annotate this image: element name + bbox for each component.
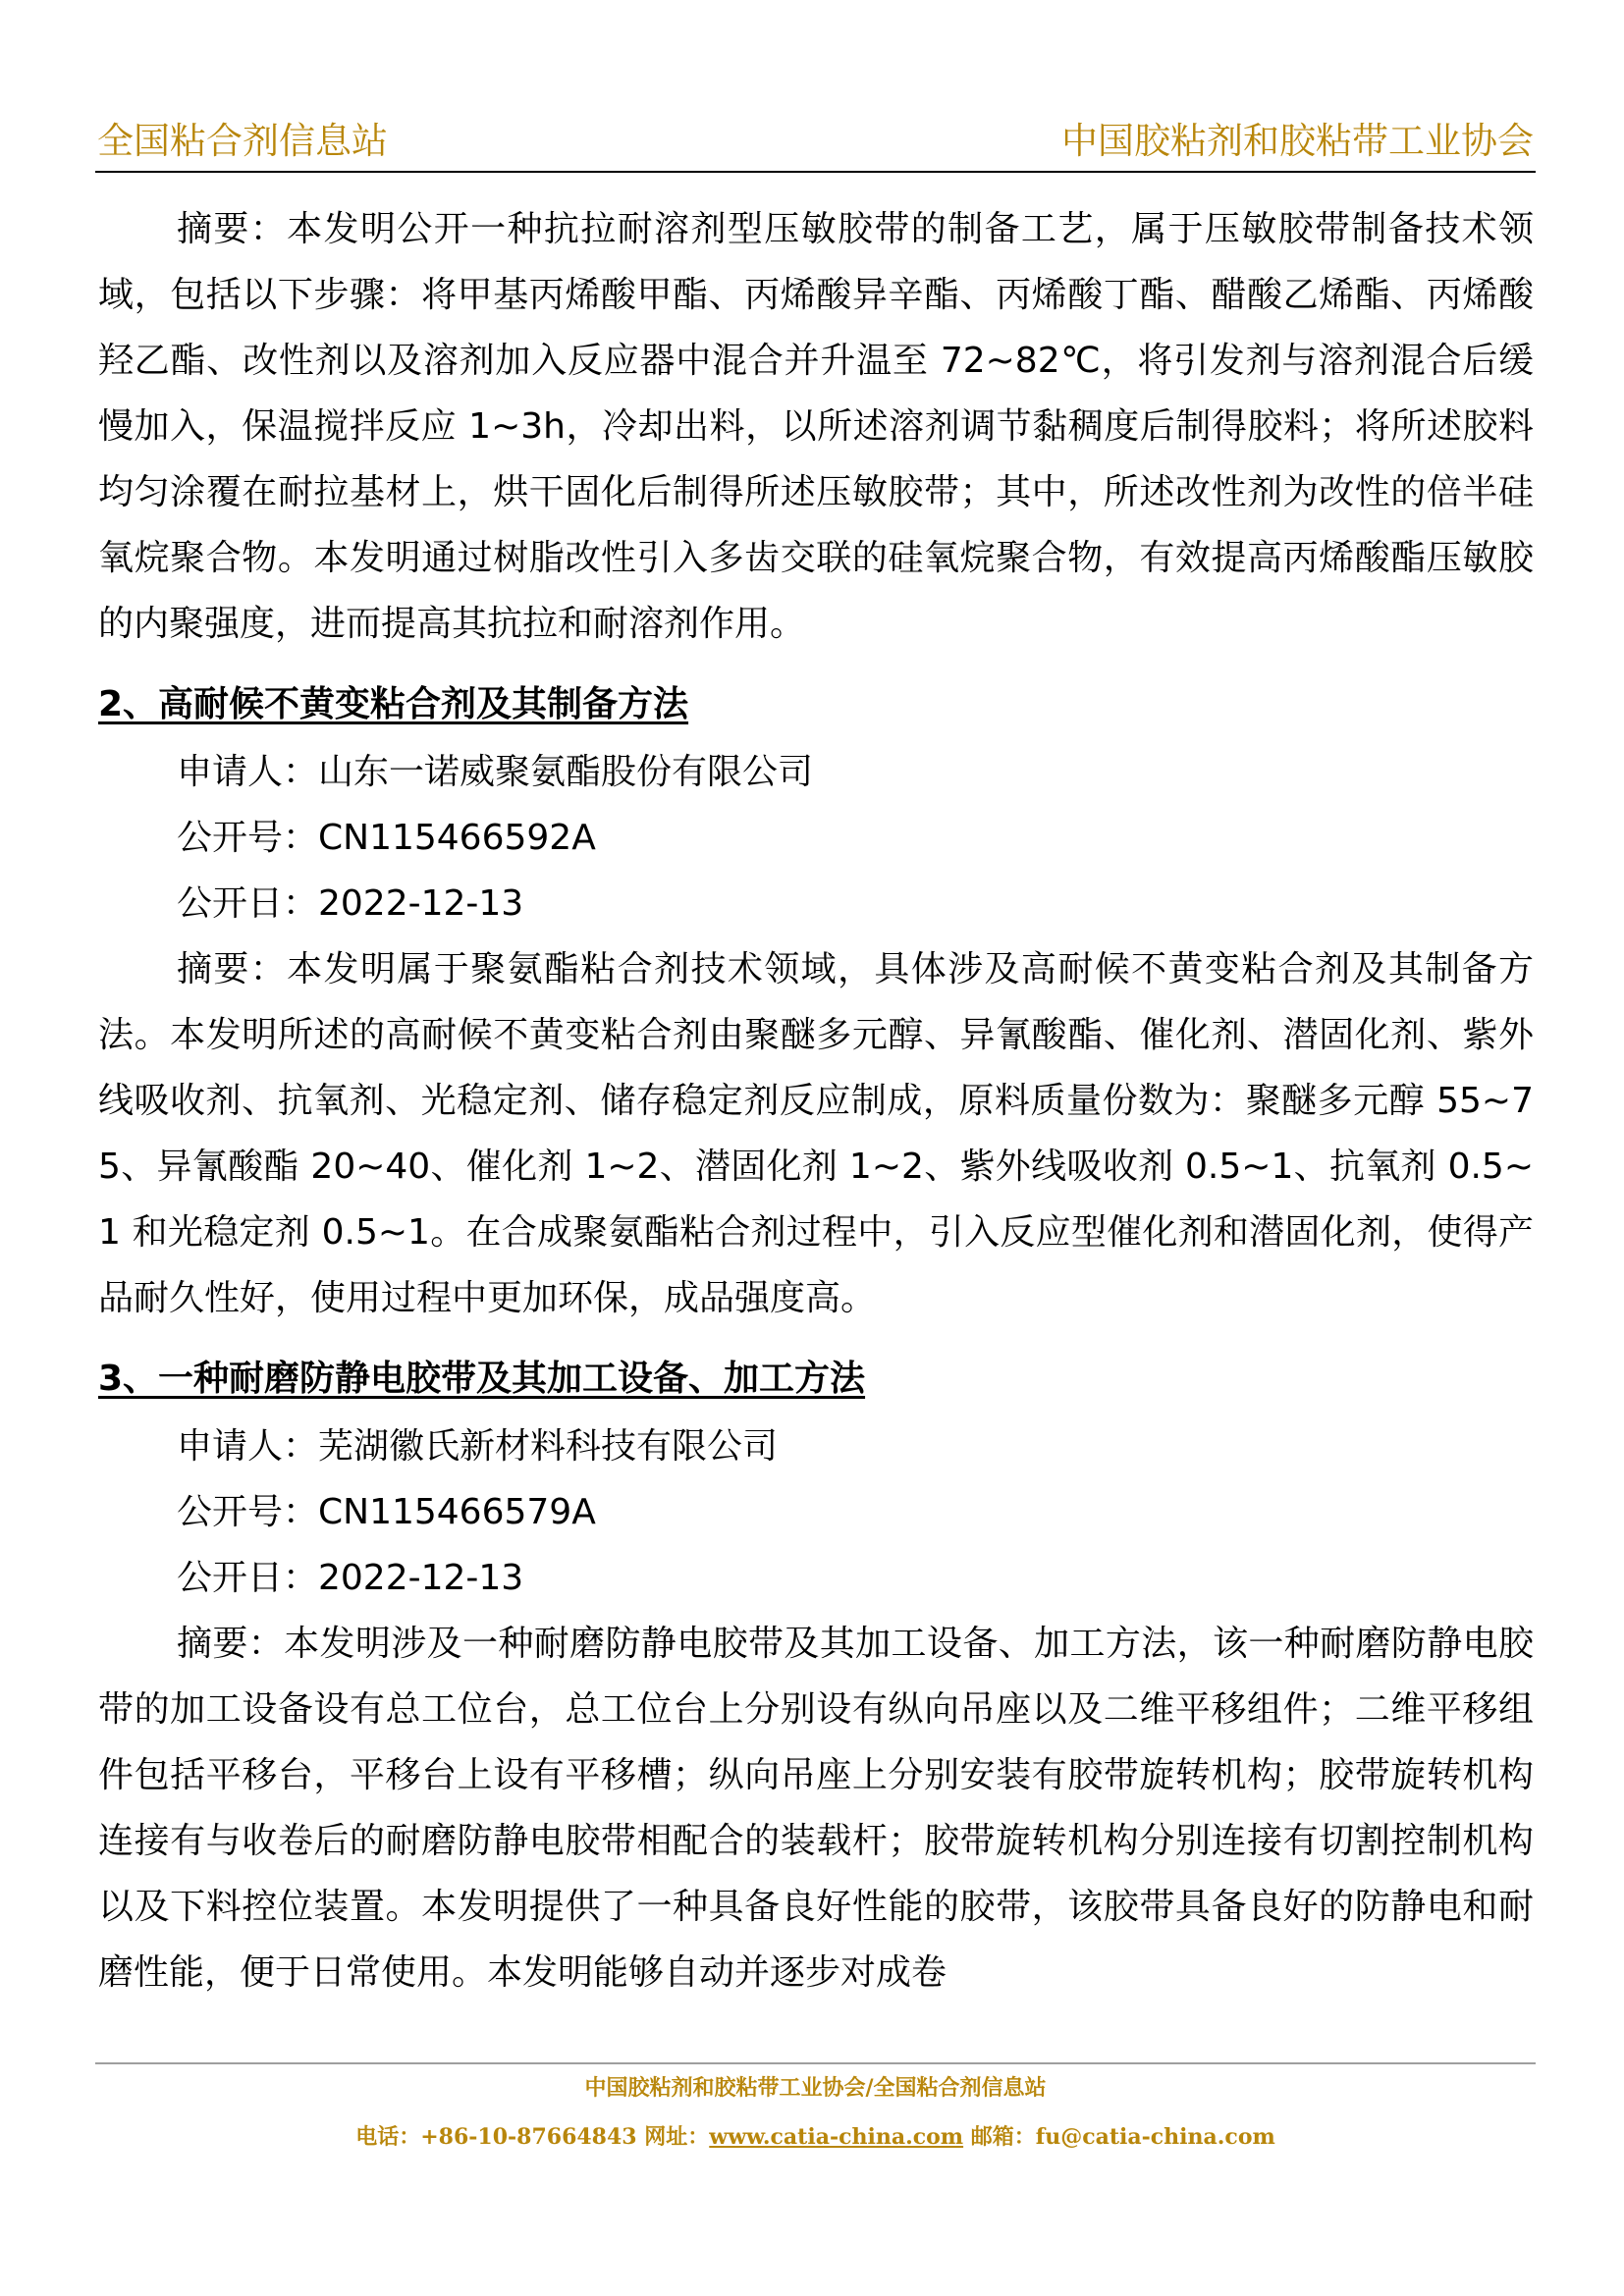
footer-website-link[interactable]: www.catia-china.com: [709, 2124, 964, 2150]
footer-divider: [95, 2062, 1536, 2064]
patent-2-title: 2、高耐候不黄变粘合剂及其制备方法: [98, 684, 689, 724]
patent-3-publication-date: 公开日：2022-12-13: [177, 1558, 524, 1598]
patent-3-title: 3、一种耐磨防静电胶带及其加工设备、加工方法: [98, 1359, 866, 1399]
patent-2-applicant: 申请人：山东一诺威聚氨酯股份有限公司: [177, 752, 814, 792]
patent-2-abstract: 摘要：本发明属于聚氨酯粘合剂技术领域，具体涉及高耐候不黄变粘合剂及其制备方法。本发明所述的高耐候不黄变粘合剂由聚醚多元醇、异氰酸酯、催化剂、潜固化剂、紫外线吸收剂、抗氧剂、光稳定剂、储存稳定剂反应制成，原料质量份数为：聚醚多元醇 55~75、异氰酸酯 20~40、催化剂 1~2、潜固化剂 1~2、紫外线吸收剂 0.5~1、抗氧剂 0.5~1 和光稳定剂 0.5~1。在合成聚氨酯粘合剂过程中，引入反应型催化剂和潜固化剂，使得产品耐久性好，使用过程中更加环保，成品强度高。: [98, 949, 1534, 1318]
header-site-name: 全国粘合剂信息站: [97, 120, 388, 162]
page-header: [95, 116, 1536, 173]
patent-1-abstract: 摘要：本发明公开一种抗拉耐溶剂型压敏胶带的制备工艺，属于压敏胶带制备技术领域，包括以下步骤：将甲基丙烯酸甲酯、丙烯酸异辛酯、丙烯酸丁酯、醋酸乙烯酯、丙烯酸羟乙酯、改性剂以及溶剂加入反应器中混合并升温至 72~82℃，将引发剂与溶剂混合后缓慢加入，保温搅拌反应 1~3h，冷却出料，以所述溶剂调节黏稠度后制得胶料；将所述胶料均匀涂覆在耐拉基材上，烘干固化后制得所述压敏胶带；其中，所述改性剂为改性的倍半硅氧烷聚合物。本发明通过树脂改性引入多齿交联的硅氧烷聚合物，有效提高丙烯酸酯压敏胶的内聚强度，进而提高其抗拉和耐溶剂作用。: [98, 209, 1534, 644]
footer-organization: 中国胶粘剂和胶粘带工业协会/全国粘合剂信息站: [584, 2075, 1047, 2101]
patent-2-publication-number: 公开号：CN115466592A: [177, 818, 596, 858]
footer-phone: 电话：+86-10-87664843 网址：: [355, 2124, 710, 2150]
patent-3-abstract: 摘要：本发明涉及一种耐磨防静电胶带及其加工设备、加工方法，该一种耐磨防静电胶带的加工设备设有总工位台，总工位台上分别设有纵向吊座以及二维平移组件；二维平移组件包括平移台，平移台上设有平移槽；纵向吊座上分别安装有胶带旋转机构；胶带旋转机构连接有与收卷后的耐磨防静电胶带相配合的装载杆；胶带旋转机构分别连接有切割控制机构以及下料控位装置。本发明提供了一种具备良好性能的胶带，该胶带具备良好的防静电和耐磨性能，便于日常使用。本发明能够自动并逐步对成卷: [98, 1624, 1534, 1993]
page-content: [98, 196, 1534, 2005]
patent-2-publication-date: 公开日：2022-12-13: [177, 883, 524, 924]
patent-2: [98, 670, 1534, 1331]
header-association-name: 中国胶粘剂和胶粘带工业协会: [1061, 120, 1534, 162]
patent-3-applicant: 申请人：芜湖徽氏新材料科技有限公司: [177, 1426, 779, 1467]
footer-email: 邮箱：fu@catia-china.com: [963, 2124, 1275, 2150]
patent-3: [98, 1345, 1534, 2005]
patent-3-publication-number: 公开号：CN115466579A: [177, 1492, 596, 1532]
footer-contact: [95, 2122, 1536, 2152]
